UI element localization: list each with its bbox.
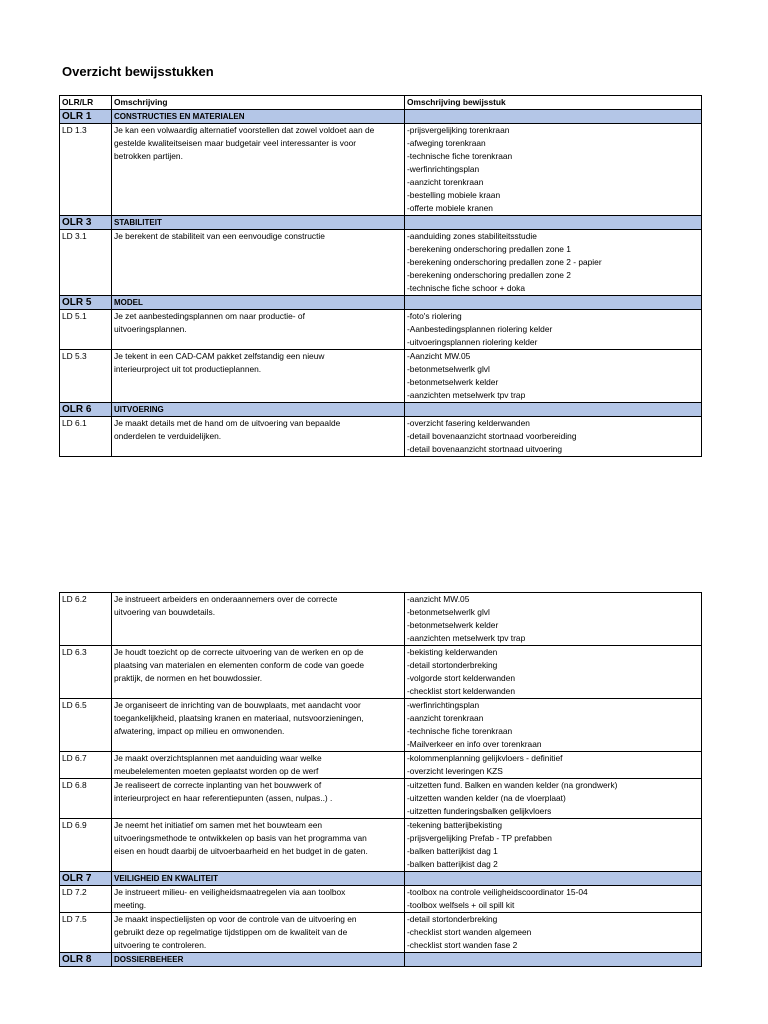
description-line: plaatsing van materialen en elementen conform de code van goede — [114, 660, 365, 670]
ld-description — [112, 699, 405, 752]
olr-code: OLR 6 — [60, 403, 112, 417]
olr-empty-cell — [405, 872, 702, 886]
evidence-item: -prijsvergelijking Prefab - TP prefabben — [407, 833, 552, 843]
description-line: meeting. — [114, 900, 147, 910]
description-line: Je houdt toezicht op de correcte uitvoering van de werken en op de — [114, 647, 364, 657]
description-line: Je instrueert arbeiders en onderaannemers over de correcte — [114, 594, 338, 604]
header-omschrijving: Omschrijving — [112, 96, 405, 110]
ld-code: LD 6.7 — [60, 752, 112, 779]
olr-empty-cell — [405, 296, 702, 310]
description-line: Je maakt inspectielijsten op voor de controle van de uitvoering en — [114, 914, 357, 924]
evidence-item: -technische fiche torenkraan — [407, 151, 513, 161]
ld-code: LD 6.9 — [60, 819, 112, 872]
evidence-item: -aanzicht torenkraan — [407, 713, 484, 723]
evidence-item: -detail stortonderbreking — [407, 914, 498, 924]
evidence-item: -detail bovenaanzicht stortnaad uitvoering — [407, 444, 563, 454]
evidence-item: -overzicht leveringen KZS — [407, 766, 503, 776]
ld-code: LD 5.3 — [60, 350, 112, 403]
ld-code: LD 7.5 — [60, 913, 112, 953]
description-line: Je zet aanbestedingsplannen om naar productie- of — [114, 311, 305, 321]
description-line: meubelelementen moeten geplaatst worden op de werf — [114, 766, 319, 776]
description-line: Je maakt details met de hand om de uitvoering van bepaalde — [114, 418, 341, 428]
evidence-item: -balken batterijkist dag 2 — [407, 859, 498, 869]
ld-row — [60, 230, 702, 296]
evidence-item: -Aanbestedingsplannen riolering kelder — [407, 324, 553, 334]
ld-row — [60, 646, 702, 699]
ld-description — [112, 779, 405, 819]
table-header-row — [60, 96, 702, 110]
page-title: Overzicht bewijsstukken — [62, 64, 214, 79]
evidence-item: -technische fiche schoor + doka — [407, 283, 526, 293]
evidence-item: -toolbox na controle veiligheidscoordinator 15-04 — [407, 887, 588, 897]
olr-empty-cell — [405, 110, 702, 124]
evidence-item: -betonmetselwerk kelder — [407, 620, 499, 630]
ld-row — [60, 124, 702, 216]
ld-code: LD 5.1 — [60, 310, 112, 350]
ld-row — [60, 779, 702, 819]
description-line: Je realiseert de correcte inplanting van het bouwwerk of — [114, 780, 322, 790]
olr-section-row — [60, 953, 702, 967]
evidence-item: -foto's riolering — [407, 311, 462, 321]
ld-row — [60, 913, 702, 953]
evidence-item: -aanduiding zones stabiliteitsstudie — [407, 231, 537, 241]
description-line: Je tekent in een CAD-CAM pakket zelfstandig een nieuw — [114, 351, 325, 361]
ld-description — [112, 417, 405, 457]
evidence-table-part-1 — [59, 95, 702, 457]
evidence-item: -uitzetten wanden kelder (na de vloerplaat) — [407, 793, 566, 803]
ld-evidence-list — [405, 752, 702, 779]
ld-row — [60, 417, 702, 457]
ld-evidence-list — [405, 699, 702, 752]
olr-empty-cell — [405, 953, 702, 967]
description-line: afwatering, impact op milieu en omwonenden. — [114, 726, 285, 736]
description-line: interieurproject uit tot productieplannen. — [114, 364, 262, 374]
evidence-item: -checklist stort kelderwanden — [407, 686, 515, 696]
evidence-item: -detail stortonderbreking — [407, 660, 498, 670]
description-line: onderdelen te verduidelijken. — [114, 431, 222, 441]
description-line: Je berekent de stabiliteit van een eenvoudige constructie — [114, 231, 325, 241]
ld-row — [60, 593, 702, 646]
evidence-item: -checklist stort wanden fase 2 — [407, 940, 518, 950]
olr-section-row — [60, 296, 702, 310]
description-line: toegankelijkheid, plaatsing kranen en materiaal, nutsvoorzieningen, — [114, 713, 364, 723]
evidence-item: -Mailverkeer en info over torenkraan — [407, 739, 542, 749]
ld-evidence-list — [405, 417, 702, 457]
evidence-item: -offerte mobiele kranen — [407, 203, 493, 213]
olr-name: VEILIGHEID EN KWALITEIT — [112, 872, 405, 886]
description-line: betrokken partijen. — [114, 151, 183, 161]
ld-evidence-list — [405, 124, 702, 216]
evidence-item: -detail bovenaanzicht stortnaad voorbereiding — [407, 431, 577, 441]
evidence-item: -uitzetten funderingsbalken gelijkvloers — [407, 806, 552, 816]
ld-row — [60, 350, 702, 403]
evidence-item: -betonmetselwerlk glvl — [407, 607, 490, 617]
olr-code: OLR 1 — [60, 110, 112, 124]
ld-row — [60, 819, 702, 872]
ld-code: LD 6.1 — [60, 417, 112, 457]
ld-description — [112, 819, 405, 872]
evidence-item: -aanzichten metselwerk tpv trap — [407, 390, 526, 400]
ld-evidence-list — [405, 646, 702, 699]
evidence-item: -tekening batterijbekisting — [407, 820, 502, 830]
olr-code: OLR 3 — [60, 216, 112, 230]
evidence-item: -werfinrichtingsplan — [407, 700, 480, 710]
ld-evidence-list — [405, 310, 702, 350]
olr-empty-cell — [405, 403, 702, 417]
olr-section-row — [60, 110, 702, 124]
evidence-item: -berekening onderschoring predallen zone 2 - papier — [407, 257, 602, 267]
olr-code: OLR 7 — [60, 872, 112, 886]
description-line: Je kan een volwaardig alternatief voorstellen dat zowel voldoet aan de — [114, 125, 375, 135]
description-line: eisen en houdt daarbij de uitvoerbaarheid en het budget in de gaten. — [114, 846, 368, 856]
description-line: Je maakt overzichtsplannen met aanduiding waar welke — [114, 753, 322, 763]
ld-code: LD 6.3 — [60, 646, 112, 699]
ld-code: LD 3.1 — [60, 230, 112, 296]
ld-code: LD 1.3 — [60, 124, 112, 216]
evidence-item: -prijsvergelijking torenkraan — [407, 125, 510, 135]
ld-code: LD 7.2 — [60, 886, 112, 913]
description-line: uitvoering van bouwdetails. — [114, 607, 216, 617]
olr-empty-cell — [405, 216, 702, 230]
olr-section-row — [60, 872, 702, 886]
evidence-item: -betonmetselwerk kelder — [407, 377, 499, 387]
evidence-item: -toolbox welfsels + oil spill kit — [407, 900, 515, 910]
ld-description — [112, 752, 405, 779]
olr-name: CONSTRUCTIES EN MATERIALEN — [112, 110, 405, 124]
evidence-table-part-2 — [59, 592, 702, 967]
ld-evidence-list — [405, 819, 702, 872]
description-line: praktijk, de normen en het bouwdossier. — [114, 673, 263, 683]
ld-evidence-list — [405, 230, 702, 296]
ld-description — [112, 310, 405, 350]
evidence-item: -aanzicht torenkraan — [407, 177, 484, 187]
ld-row — [60, 699, 702, 752]
evidence-item: -technische fiche torenkraan — [407, 726, 513, 736]
evidence-item: -balken batterijkist dag 1 — [407, 846, 498, 856]
ld-row — [60, 752, 702, 779]
ld-description — [112, 124, 405, 216]
olr-name: MODEL — [112, 296, 405, 310]
ld-row — [60, 886, 702, 913]
olr-name: STABILITEIT — [112, 216, 405, 230]
ld-description — [112, 230, 405, 296]
ld-description — [112, 646, 405, 699]
olr-code: OLR 8 — [60, 953, 112, 967]
evidence-item: -afweging torenkraan — [407, 138, 486, 148]
evidence-item: -bestelling mobiele kraan — [407, 190, 501, 200]
description-line: uitvoeringsplannen. — [114, 324, 187, 334]
description-line: Je instrueert milieu- en veiligheidsmaatregelen via aan toolbox — [114, 887, 346, 897]
evidence-item: -uitvoeringsplannen riolering kelder — [407, 337, 538, 347]
ld-evidence-list — [405, 350, 702, 403]
evidence-item: -uitzetten fund. Balken en wanden kelder (na grondwerk) — [407, 780, 618, 790]
description-line: uitvoering te controleren. — [114, 940, 207, 950]
evidence-item: -overzicht fasering kelderwanden — [407, 418, 530, 428]
olr-section-row — [60, 216, 702, 230]
description-line: gebruikt deze op regelmatige tijdstippen om de kwaliteit van de — [114, 927, 348, 937]
ld-code: LD 6.8 — [60, 779, 112, 819]
ld-evidence-list — [405, 779, 702, 819]
evidence-item: -aanzichten metselwerk tpv trap — [407, 633, 526, 643]
description-line: Je neemt het initiatief om samen met het bouwteam een — [114, 820, 323, 830]
evidence-item: -werfinrichtingsplan — [407, 164, 480, 174]
header-olr-lr: OLR/LR — [60, 96, 112, 110]
ld-row — [60, 310, 702, 350]
evidence-item: -volgorde stort kelderwanden — [407, 673, 516, 683]
description-line: Je organiseert de inrichting van de bouwplaats, met aandacht voor — [114, 700, 361, 710]
header-omschrijving-bewijsstuk: Omschrijving bewijsstuk — [405, 96, 702, 110]
ld-code: LD 6.2 — [60, 593, 112, 646]
olr-name: UITVOERING — [112, 403, 405, 417]
olr-code: OLR 5 — [60, 296, 112, 310]
ld-description — [112, 593, 405, 646]
ld-description — [112, 886, 405, 913]
evidence-item: -checklist stort wanden algemeen — [407, 927, 532, 937]
description-line: interieurproject en haar referentiepunten (assen, nulpas..) . — [114, 793, 333, 803]
olr-section-row — [60, 403, 702, 417]
description-line: gestelde kwaliteitseisen maar budgetair veel interessanter is voor — [114, 138, 357, 148]
olr-name: DOSSIERBEHEER — [112, 953, 405, 967]
evidence-item: -bekisting kelderwanden — [407, 647, 498, 657]
evidence-item: -aanzicht MW.05 — [407, 594, 470, 604]
ld-evidence-list — [405, 913, 702, 953]
evidence-item: -betonmetselwerlk glvl — [407, 364, 490, 374]
evidence-item: -berekening onderschoring predallen zone 2 — [407, 270, 571, 280]
ld-evidence-list — [405, 886, 702, 913]
ld-description — [112, 913, 405, 953]
ld-description — [112, 350, 405, 403]
ld-code: LD 6.5 — [60, 699, 112, 752]
evidence-item: -berekening onderschoring predallen zone 1 — [407, 244, 571, 254]
evidence-item: -kolommenplanning gelijkvloers - definitief — [407, 753, 563, 763]
ld-evidence-list — [405, 593, 702, 646]
description-line: uitvoeringsmethode te ontwikkelen op basis van het programma van — [114, 833, 367, 843]
evidence-item: -Aanzicht MW.05 — [407, 351, 471, 361]
